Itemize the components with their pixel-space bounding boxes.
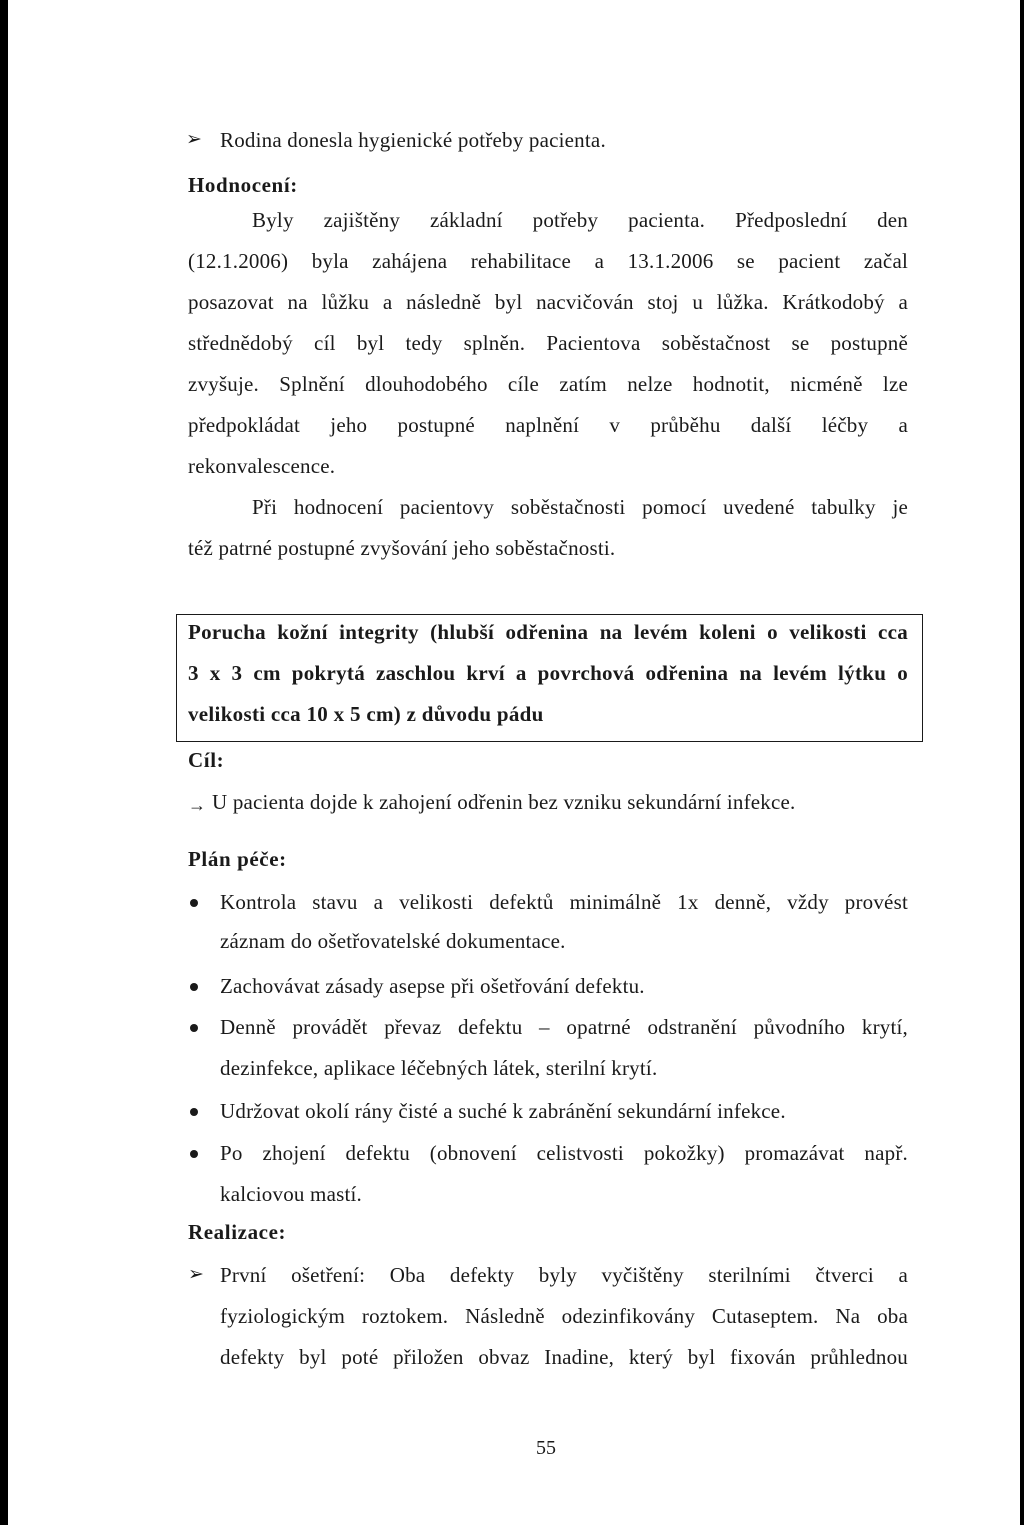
evaluation-paragraph-line: Při hodnocení pacientovy soběstačnosti pomocí uvedené tabulky je <box>252 495 908 519</box>
diagnosis-line: Porucha kožní integrity (hlubší odřenina na levém koleni o velikosti cca <box>188 620 908 644</box>
goal-heading: Cíl: <box>188 748 225 772</box>
evaluation-line: rekonvalescence. <box>188 454 336 478</box>
care-plan-item-line: záznam do ošetřovatelské dokumentace. <box>220 929 566 953</box>
care-plan-item-line: Po zhojení defektu (obnovení celistvosti pokožky) promazávat např. <box>220 1141 908 1165</box>
care-plan-item-line: Udržovat okolí rány čisté a suché k zabránění sekundární infekce. <box>220 1099 786 1123</box>
goal-text: U pacienta dojde k zahojení odřenin bez vzniku sekundární infekce. <box>212 790 796 814</box>
intro-item-text: Rodina donesla hygienické potřeby pacienta. <box>220 128 606 152</box>
right-arrow-icon: → <box>188 795 206 815</box>
diagnosis-line: 3 x 3 cm pokrytá zaschlou krví a povrchová odřenina na levém lýtku o <box>188 661 908 685</box>
bullet-dot-icon <box>190 983 198 991</box>
evaluation-line: Byly zajištěny základní potřeby pacienta. Předposlední den <box>252 208 908 232</box>
care-plan-item-line: Zachovávat zásady asepse při ošetřování defektu. <box>220 974 645 998</box>
arrow-bullet-icon: ➢ <box>188 1264 204 1285</box>
evaluation-line: střednědobý cíl byl tedy splněn. Pacientova soběstačnost se postupně <box>188 331 908 355</box>
realization-line: defekty byl poté přiložen obvaz Inadine, který byl fixován průhlednou <box>220 1345 908 1369</box>
document-page <box>8 0 1020 1525</box>
care-plan-heading: Plán péče: <box>188 847 287 871</box>
care-plan-item-line: kalciovou mastí. <box>220 1182 363 1206</box>
evaluation-line: předpokládat jeho postupné naplnění v průběhu další léčby a <box>188 413 908 437</box>
bullet-dot-icon <box>190 1024 198 1032</box>
realization-heading: Realizace: <box>188 1220 287 1244</box>
bullet-dot-icon <box>190 899 198 907</box>
evaluation-line: (12.1.2006) byla zahájena rehabilitace a 13.1.2006 se pacient začal <box>188 249 908 273</box>
bullet-dot-icon <box>190 1108 198 1116</box>
evaluation-line: posazovat na lůžku a následně byl nacvičován stoj u lůžka. Krátkodobý a <box>188 290 908 314</box>
evaluation-heading: Hodnocení: <box>188 173 298 197</box>
arrow-bullet-icon: ➢ <box>186 129 202 150</box>
evaluation-line: zvyšuje. Splnění dlouhodobého cíle zatím nelze hodnotit, nicméně lze <box>188 372 908 396</box>
evaluation-paragraph-line: též patrné postupné zvyšování jeho soběstačnosti. <box>188 536 616 560</box>
care-plan-item-line: Denně provádět převaz defektu – opatrné odstranění původního krytí, <box>220 1015 908 1039</box>
care-plan-item-line: Kontrola stavu a velikosti defektů minimálně 1x denně, vždy provést <box>220 890 908 914</box>
diagnosis-line: velikosti cca 10 x 5 cm) z důvodu pádu <box>188 702 544 726</box>
page-number: 55 <box>536 1437 556 1459</box>
realization-line: fyziologickým roztokem. Následně odezinfikovány Cutaseptem. Na oba <box>220 1304 908 1328</box>
care-plan-item-line: dezinfekce, aplikace léčebných látek, sterilní krytí. <box>220 1056 658 1080</box>
bullet-dot-icon <box>190 1150 198 1158</box>
realization-line: První ošetření: Oba defekty byly vyčištěny sterilními čtverci a <box>220 1263 908 1287</box>
